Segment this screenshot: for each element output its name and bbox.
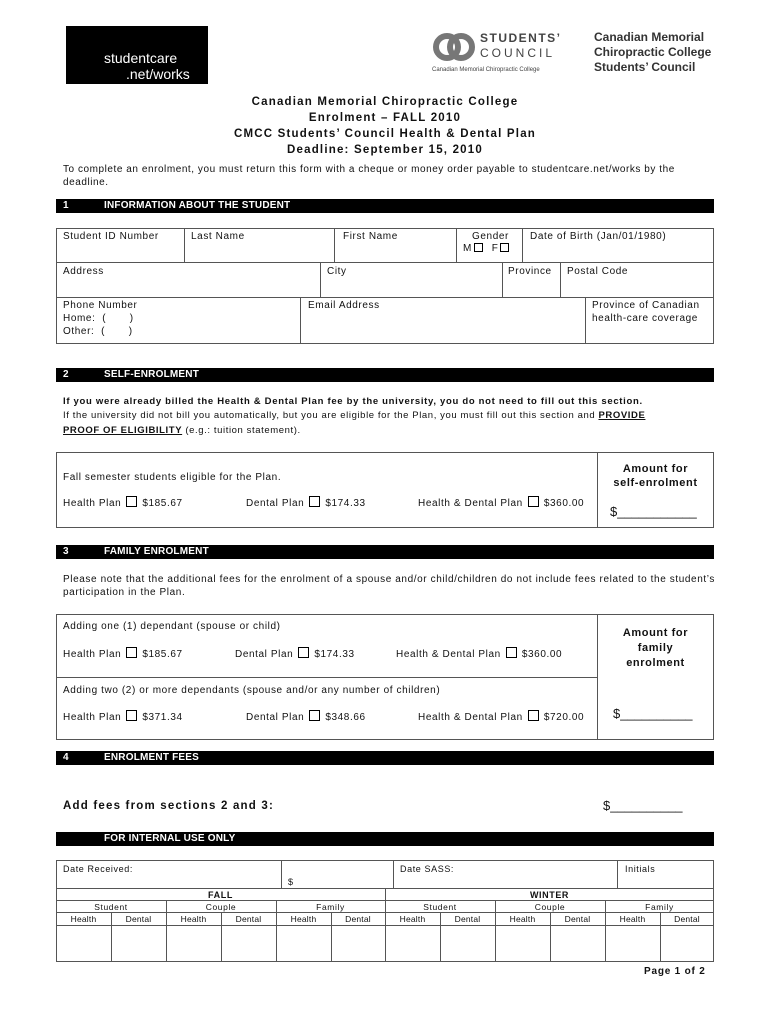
- billed-notice: If you were already billed the Health & Dental Plan fee by the university, you do not need to fill out this section.: [63, 396, 643, 407]
- one-hd-label: Health & Dental Plan: [396, 649, 501, 660]
- students-council-logo: [432, 28, 572, 80]
- coverage-line-1[interactable]: Province of Canadian: [592, 300, 700, 311]
- section-3-number: 3: [63, 546, 70, 557]
- initials-field[interactable]: Initials: [625, 864, 656, 874]
- two-health-plan-option[interactable]: [63, 710, 183, 723]
- col-health-5: Health: [509, 914, 536, 924]
- two-dental-price: $348.66: [325, 712, 366, 723]
- winter-couple-label: Couple: [534, 902, 566, 912]
- section-2-title: SELF-ENROLMENT: [104, 369, 200, 380]
- date-sass-field[interactable]: Date SASS:: [400, 864, 455, 874]
- one-dental-checkbox[interactable]: [298, 647, 309, 658]
- eligibility-text-1: [63, 410, 645, 421]
- section-4-header: [56, 751, 714, 765]
- self-hd-label: Health & Dental Plan: [418, 498, 523, 509]
- one-health-price: $185.67: [142, 649, 183, 660]
- fall-couple-label: Couple: [205, 902, 237, 912]
- winter-family-label: Family: [645, 902, 674, 912]
- self-dental-checkbox[interactable]: [309, 496, 320, 507]
- internal-use-header: [56, 832, 714, 846]
- home-phone-field[interactable]: Home: ( ): [63, 313, 134, 324]
- two-hd-price: $720.00: [543, 712, 585, 723]
- family-amount-line-2: family: [637, 642, 674, 654]
- two-health-label: Health Plan: [63, 712, 122, 723]
- col-dental-3: Dental: [345, 914, 371, 924]
- form-header: [0, 94, 770, 158]
- email-field[interactable]: Email Address: [308, 300, 380, 311]
- family-amount-label: [597, 626, 714, 671]
- col-health-3: Health: [290, 914, 317, 924]
- student-id-field[interactable]: Student ID Number: [63, 231, 159, 242]
- internal-use-title: FOR INTERNAL USE ONLY: [104, 833, 236, 844]
- eligibility-text: If the university did not bill you automatically, but you are eligible for the Plan, you must fill out this section and: [63, 410, 596, 421]
- section-2-header: [56, 368, 714, 382]
- address-field[interactable]: Address: [63, 266, 104, 277]
- self-dental-label: Dental Plan: [246, 498, 305, 509]
- college-line-3: Students’ Council: [594, 60, 696, 74]
- col-health-4: Health: [399, 914, 426, 924]
- section-3-header: [56, 545, 714, 559]
- one-dental-plan-option[interactable]: [235, 647, 355, 660]
- other-phone-field[interactable]: Other: ( ): [63, 326, 133, 337]
- date-of-birth-field[interactable]: Date of Birth (Jan/01/1980): [530, 231, 667, 242]
- tuition-example: (e.g.: tuition statement).: [185, 425, 301, 436]
- two-dental-label: Dental Plan: [246, 712, 305, 723]
- page-number: Page 1 of 2: [644, 966, 706, 977]
- two-dependants-label: Adding two (2) or more dependants (spouse and/or any number of children): [63, 685, 441, 696]
- gender-label: Gender: [472, 231, 509, 242]
- col-dental-2: Dental: [235, 914, 262, 924]
- one-dependant-label: Adding one (1) dependant (spouse or child): [63, 621, 281, 632]
- two-hd-label: Health & Dental Plan: [418, 712, 523, 723]
- one-hd-price: $360.00: [521, 649, 563, 660]
- one-hd-checkbox[interactable]: [506, 647, 517, 658]
- section-1-number: 1: [63, 200, 70, 211]
- self-health-price: $185.67: [142, 498, 183, 509]
- male-checkbox[interactable]: [474, 243, 483, 252]
- section-4-title: ENROLMENT FEES: [104, 752, 200, 763]
- one-hd-plan-option[interactable]: [396, 647, 562, 660]
- self-hd-price: $360.00: [543, 498, 585, 509]
- fall-student-label: Student: [94, 902, 128, 912]
- date-received-field[interactable]: Date Received:: [63, 864, 133, 874]
- council-word-2: COUNCIL: [480, 46, 556, 60]
- section-4-number: 4: [63, 752, 70, 763]
- winter-label: WINTER: [529, 890, 570, 900]
- female-label: F: [491, 243, 499, 254]
- province-field[interactable]: Province: [508, 266, 552, 277]
- self-amount-field[interactable]: $___________: [610, 504, 697, 519]
- two-health-price: $371.34: [142, 712, 183, 723]
- family-amount-field[interactable]: $__________: [613, 706, 693, 721]
- college-line-2: Chiropractic College: [594, 45, 712, 59]
- one-health-checkbox[interactable]: [126, 647, 137, 658]
- col-dental-6: Dental: [674, 914, 700, 924]
- total-fees-label: Add fees from sections 2 and 3:: [63, 800, 275, 812]
- provide-text: PROVIDE: [598, 410, 646, 421]
- section-3-title: FAMILY ENROLMENT: [104, 546, 209, 557]
- self-health-plan-option[interactable]: [63, 496, 183, 509]
- col-dental-5: Dental: [564, 914, 591, 924]
- self-dental-plan-option[interactable]: [246, 496, 366, 509]
- coverage-line-2[interactable]: health-care coverage: [592, 313, 698, 324]
- logo-line-2: .net/works: [126, 66, 190, 82]
- council-subtitle: Canadian Memorial Chiropractic College: [432, 67, 540, 73]
- logo-line-1: studentcare: [104, 50, 178, 66]
- col-health-2: Health: [180, 914, 207, 924]
- council-word-1: STUDENTS’: [480, 31, 562, 45]
- family-amount-line-3: enrolment: [626, 657, 685, 669]
- one-dental-price: $174.33: [314, 649, 355, 660]
- section-1-title: INFORMATION ABOUT THE STUDENT: [104, 200, 291, 211]
- amount-received-field[interactable]: $: [288, 877, 294, 887]
- self-health-checkbox[interactable]: [126, 496, 137, 507]
- header-line-2: Enrolment – FALL 2010: [308, 112, 462, 124]
- postal-code-field[interactable]: Postal Code: [567, 266, 629, 277]
- winter-student-label: Student: [423, 902, 457, 912]
- phone-number-label: Phone Number: [63, 300, 138, 311]
- city-field[interactable]: City: [327, 266, 347, 277]
- eligibility-text-2: [63, 425, 301, 436]
- self-health-label: Health Plan: [63, 498, 122, 509]
- self-amount-line-1: Amount for: [622, 463, 689, 475]
- last-name-field[interactable]: Last Name: [191, 231, 245, 242]
- female-checkbox[interactable]: [500, 243, 509, 252]
- intro-text: To complete an enrolment, you must return this form with a cheque or money order payable to studentcare.net/works by the deadline.: [63, 164, 675, 188]
- col-health-1: Health: [70, 914, 97, 924]
- family-amount-line-1: Amount for: [622, 627, 689, 639]
- col-dental-4: Dental: [454, 914, 481, 924]
- two-dental-checkbox[interactable]: [309, 710, 320, 721]
- self-hd-checkbox[interactable]: [528, 496, 539, 507]
- one-health-label: Health Plan: [63, 649, 122, 660]
- one-dental-label: Dental Plan: [235, 649, 294, 660]
- header-line-1: Canadian Memorial Chiropractic College: [251, 96, 519, 108]
- two-hd-plan-option[interactable]: [418, 710, 584, 723]
- college-line-1: Canadian Memorial: [594, 30, 705, 44]
- section-1-header: [56, 199, 714, 213]
- one-health-plan-option[interactable]: [63, 647, 183, 660]
- self-amount-label: [597, 462, 714, 490]
- eligible-students-label: Fall semester students eligible for the Plan.: [63, 472, 282, 483]
- college-name-block: [594, 30, 711, 75]
- two-dental-plan-option[interactable]: [246, 710, 366, 723]
- header-line-4: Deadline: September 15, 2010: [287, 144, 483, 156]
- male-label: M: [463, 243, 472, 254]
- student-info-grid: [56, 228, 714, 344]
- first-name-field[interactable]: First Name: [343, 231, 398, 242]
- col-dental-1: Dental: [125, 914, 152, 924]
- two-health-checkbox[interactable]: [126, 710, 137, 721]
- proof-of-eligibility: PROOF OF ELIGIBILITY: [63, 425, 183, 436]
- self-dental-price: $174.33: [325, 498, 366, 509]
- section-2-number: 2: [63, 369, 70, 380]
- self-hd-plan-option[interactable]: [418, 496, 584, 509]
- total-fees-field[interactable]: $__________: [603, 798, 683, 813]
- gender-options: [463, 243, 511, 254]
- col-health-6: Health: [619, 914, 646, 924]
- studentcare-logo: [66, 26, 208, 84]
- fall-family-label: Family: [316, 902, 345, 912]
- council-emblem-icon: [432, 30, 476, 64]
- fall-label: FALL: [208, 890, 233, 900]
- header-line-3: CMCC Students’ Council Health & Dental Plan: [233, 128, 537, 140]
- two-hd-checkbox[interactable]: [528, 710, 539, 721]
- family-note: Please note that the additional fees for the enrolment of a spouse and/or child/children do not include fees related to the student’s participation in the Plan.: [63, 574, 715, 598]
- self-amount-line-2: self-enrolment: [613, 477, 698, 489]
